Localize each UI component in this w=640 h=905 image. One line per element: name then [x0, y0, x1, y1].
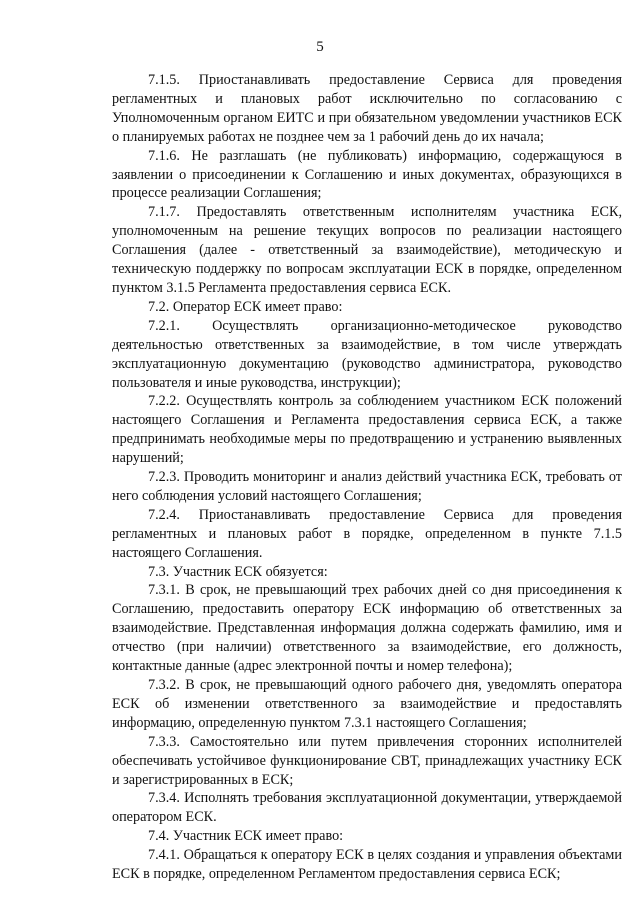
paragraph-7-2-2: 7.2.2. Осуществлять контроль за соблюдением участником ЕСК положений настоящего Соглашения и Регламента предоставления сервиса ЕСК, а также предпринимать необходимые меры по предотвращению и устранению выявленных нарушений; — [112, 393, 622, 467]
paragraph-7-1-6: 7.1.6. Не разглашать (не публиковать) информацию, содержащуюся в заявлении о присоединении к Соглашению и иных документах, образующихся в процессе реализации Соглашения; — [112, 147, 622, 202]
paragraph-7-3-2: 7.3.2. В срок, не превышающий одного рабочего дня, уведомлять оператора ЕСК об изменении ответственного за взаимодействие и предоставлять информацию, определенную пунктом 7.3.1 настоящего Соглашения; — [112, 677, 622, 731]
paragraph-7-3-3: 7.3.3. Самостоятельно или путем привлечения сторонних исполнителей обеспечивать устойчивое функционирование СВТ, принадлежащих участнику ЕСК и зарегистрированных в ЕСК; — [112, 733, 622, 788]
paragraph-7-3: 7.3. Участник ЕСК обязуется: — [148, 563, 328, 580]
paragraph-7-2-1: 7.2.1. Осуществлять организационно-методическое руководство деятельностью ответственных за взаимодействие, в том числе утверждать эксплуатационную документацию (руководство администратора, руководство пользователя и иные руководства, инструкции); — [112, 317, 622, 391]
paragraph-7-4: 7.4. Участник ЕСК имеет право: — [148, 828, 344, 845]
paragraph-7-2-3: 7.2.3. Проводить мониторинг и анализ действий участника ЕСК, требовать от него соблюдения условий настоящего Соглашения; — [112, 469, 622, 504]
paragraph-7-1-5: 7.1.5. Приостанавливать предоставление Сервиса для проведения регламентных и плановых работ исключительно по согласованию с Уполномоченным органом ЕИТС и при обязательном уведомлении участников ЕСК о планируемых работах не позднее чем за 1 рабочий день до их начала; — [112, 72, 622, 145]
paragraph-7-2-4: 7.2.4. Приостанавливать предоставление Сервиса для проведения регламентных и плановых работ в порядке, определенном в пункте 7.1.5 настоящего Соглашения. — [112, 506, 622, 561]
page-number: 5 — [316, 39, 324, 55]
paragraph-7-4-1: 7.4.1. Обращаться к оператору ЕСК в целях создания и управления объектами ЕСК в порядке, определенном Регламентом предоставления сервиса ЕСК; — [112, 847, 622, 883]
paragraph-7-3-4: 7.3.4. Исполнять требования эксплуатационной документации, утверждаемой оператором ЕСК. — [112, 790, 622, 826]
document-body — [112, 71, 622, 884]
paragraph-7-2: 7.2. Оператор ЕСК имеет право: — [148, 298, 343, 315]
paragraph-7-1-7: 7.1.7. Предоставлять ответственным исполнителям участника ЕСК, уполномоченным на решение текущих вопросов по реализации настоящего Соглашения (далее - ответственный за взаимодействие), методическую и техническую поддержку по вопросам эксплуатации ЕСК в порядке, определенном пунктом 3.1.5 Регламента предоставления сервиса ЕСК. — [112, 204, 622, 296]
paragraph-7-3-1: 7.3.1. В срок, не превышающий трех рабочих дней со дня присоединения к Соглашению, предоставить оператору ЕСК информацию об ответственных за взаимодействие. Представленная информация должна содержать фамилию, имя и отчество (при наличии) ответственного за взаимодействие, его должность, контактные данные (адрес электронной почты и номер телефона); — [112, 582, 622, 675]
